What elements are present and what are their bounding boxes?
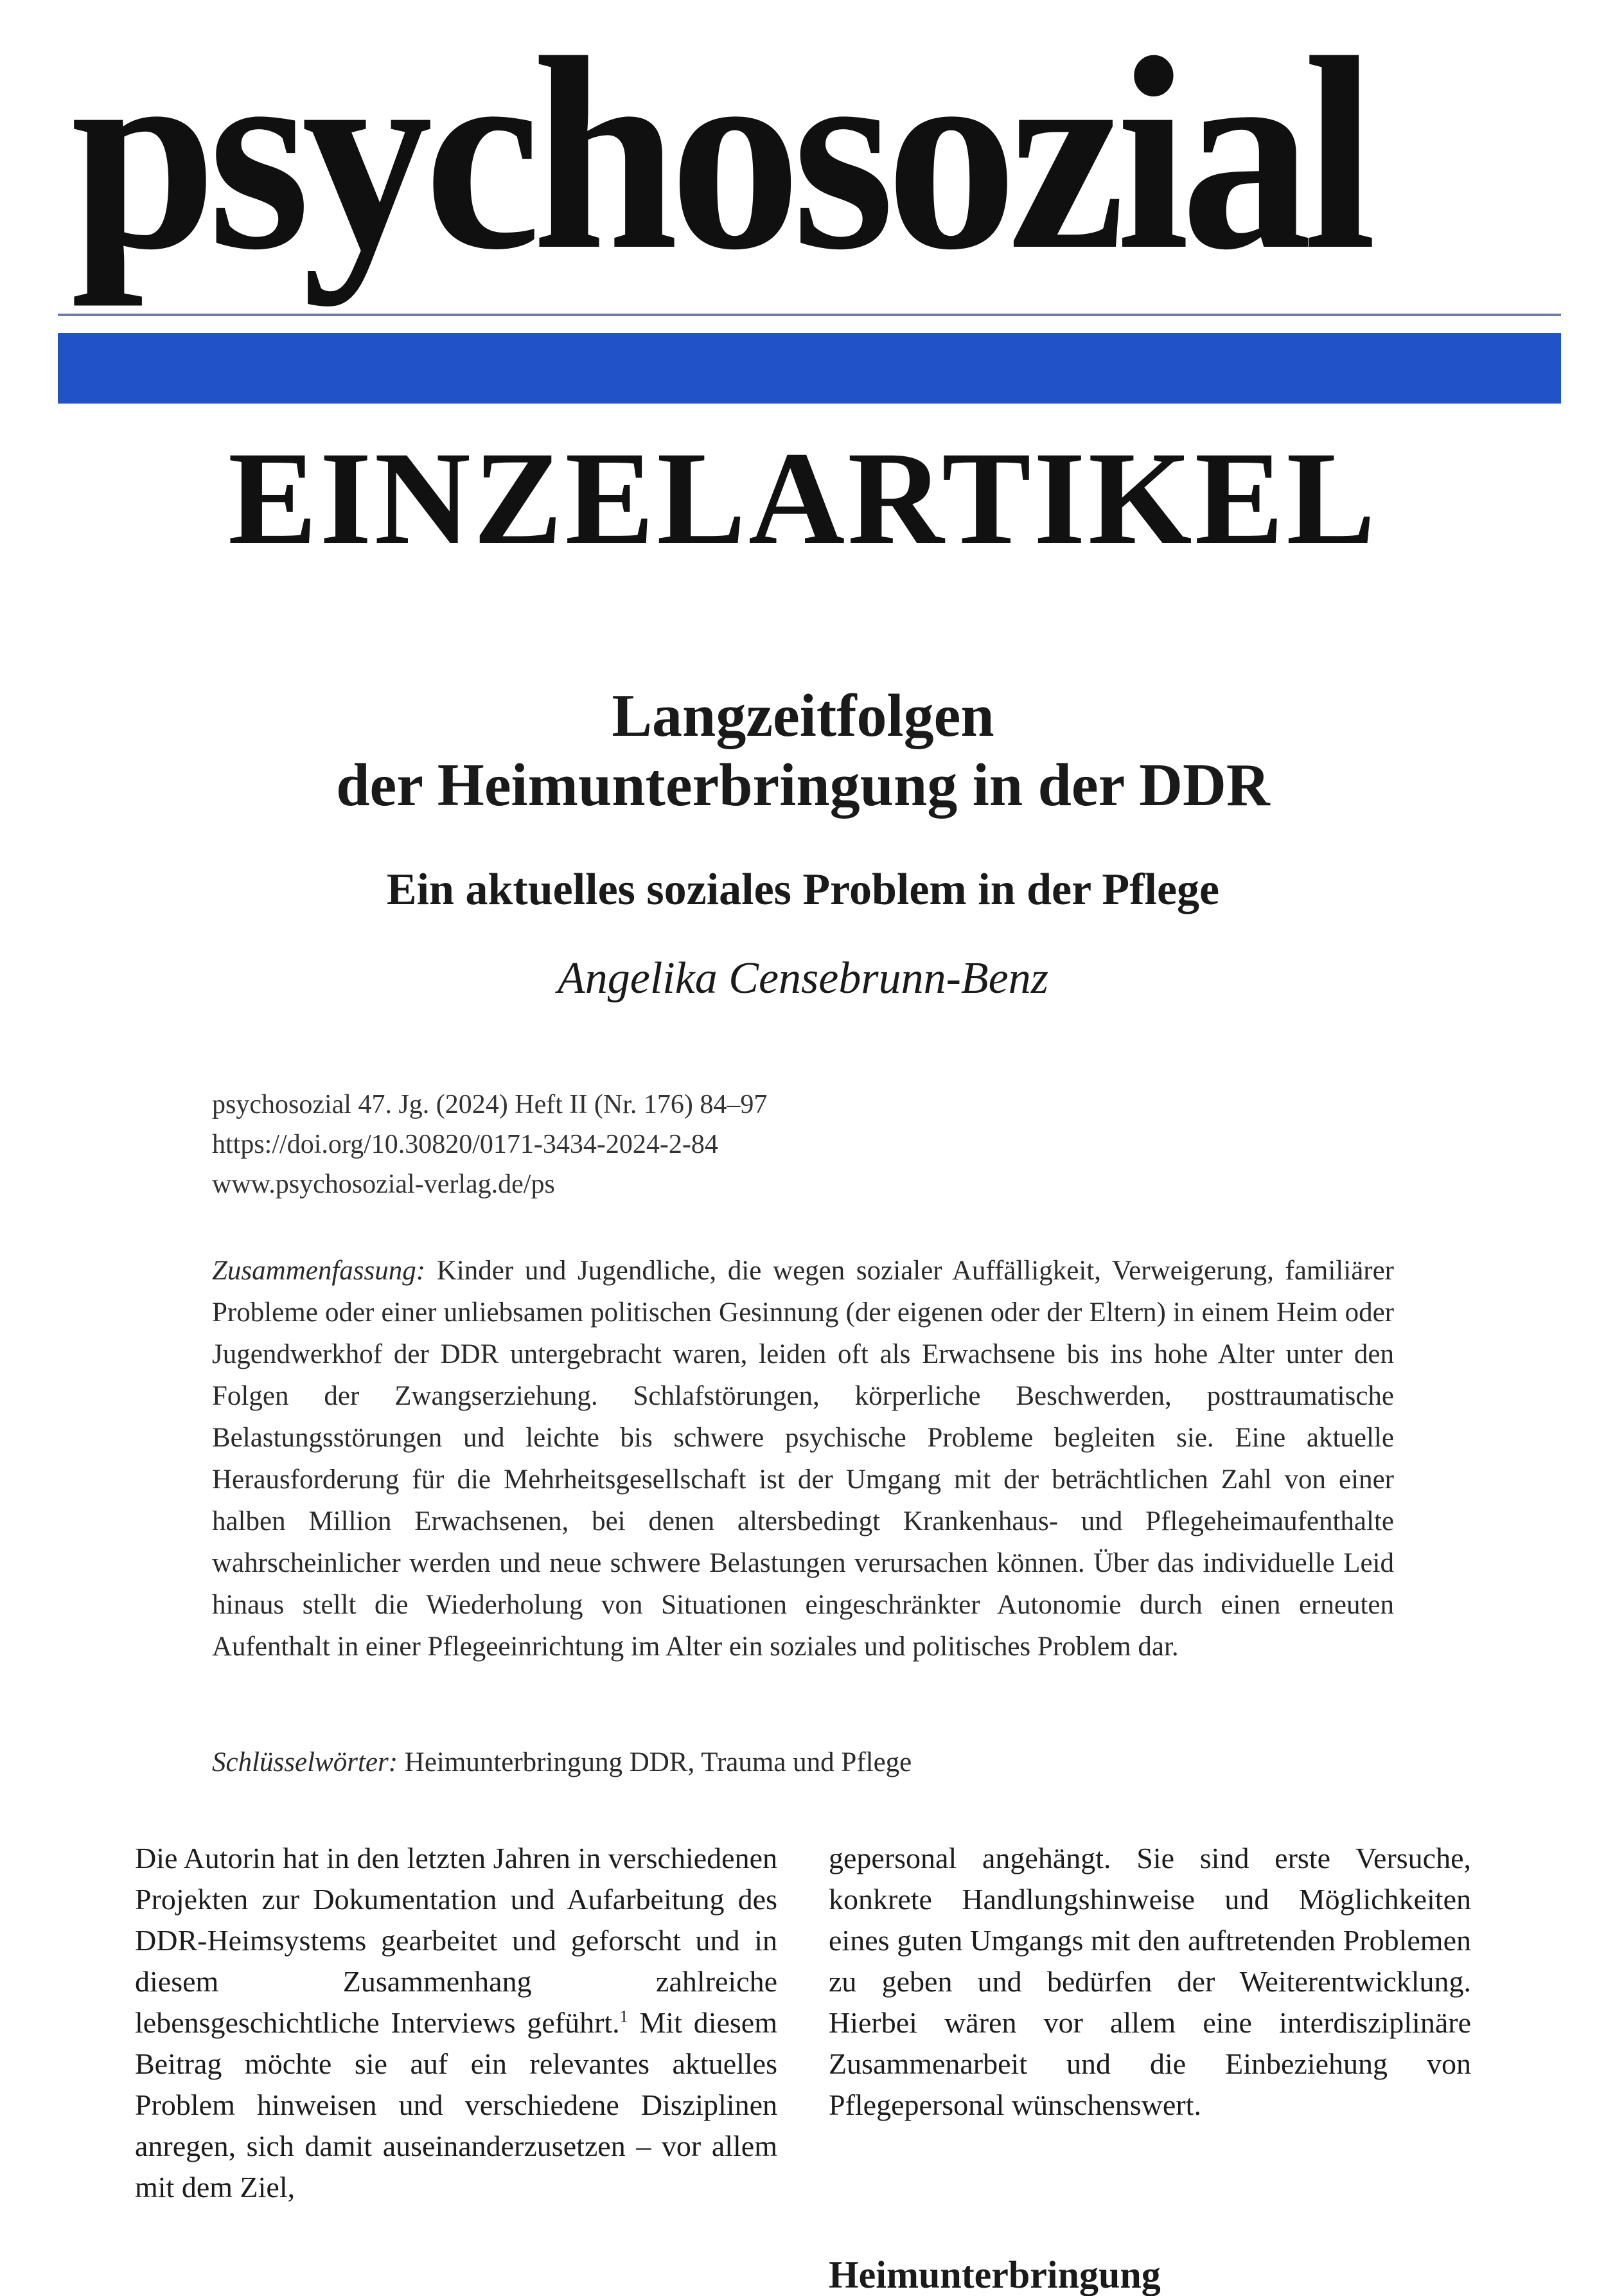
section-heading-cutoff	[829, 2249, 1278, 2296]
meta-doi[interactable]: https://doi.org/10.30820/0171-3434-2024-2-84	[212, 1130, 718, 1159]
keywords	[212, 1741, 1394, 1783]
masthead-blue-bar	[58, 333, 1561, 404]
body-left-text-2: Mit diesem Beitrag möchte sie auf ein relevantes aktuelles Problem hinweisen und verschiedene Disziplinen anregen, sich damit auseinanderzusetzen – vor allem mit dem Ziel,	[135, 2006, 777, 2203]
article-meta	[212, 1085, 1433, 1204]
masthead-rule	[58, 314, 1561, 316]
abstract	[212, 1250, 1394, 1668]
article-subtitle: Ein aktuelles soziales Problem in der Pflege	[386, 865, 1220, 914]
body-right-text: gepersonal angehängt. Sie sind erste Versuche, konkrete Handlungshinweise und Möglichkeiten eines guten Umgangs mit den auftretenden Problemen zu geben und bedürfen der Weiterentwicklung. Hierbei wären vor allem eine interdisziplinäre Zusammenarbeit und die Einbeziehung von Pflegepersonal wünschenswert.	[829, 1842, 1471, 2121]
article-title	[0, 681, 1606, 820]
keywords-text: Heimunterbringung DDR, Trauma und Pflege	[404, 1747, 912, 1777]
meta-website[interactable]: www.psychosozial-verlag.de/ps	[212, 1170, 555, 1199]
section-heading-text: Heimunterbringung	[829, 2254, 1161, 2296]
keywords-label: Schlüsselwörter:	[212, 1747, 398, 1777]
article-title-line-1: Langzeitfolgen	[612, 682, 994, 749]
meta-citation: psychosozial 47. Jg. (2024) Heft II (Nr. 176) 84–97	[212, 1090, 768, 1119]
abstract-text: Kinder und Jugendliche, die wegen sozialer Auffälligkeit, Verweigerung, familiärer Probleme oder einer unliebsamen politischen Gesinnung (der eigenen oder der Eltern) in einem Heim oder Jugendwerkhof der DDR untergebracht waren, leiden oft als Erwachsene bis ins hohe Alter unter den Folgen der Zwangserziehung. Schlafstörungen, körperliche Beschwerden, posttraumatische Belastungsstörungen und leichte bis schwere psychische Probleme begleiten sie. Eine aktuelle Herausforderung für die Mehrheitsgesellschaft ist der Umgang mit der beträchtlichen Zahl von einer halben Million Erwachsenen, bei denen altersbedingt Krankenhaus- und Pflegeheimaufenthalte wahrscheinlicher werden und neue schwere Belastungen verursachen können. Über das individuelle Leid hinaus stellt die Wiederholung von Situationen eingeschränkter Autonomie durch einen erneuten Aufenthalt in einer Pflegeeinrichtung im Alter ein soziales und politisches Problem dar.	[212, 1256, 1395, 1662]
einzelartikel-label: EINZELARTIKEL	[227, 424, 1379, 572]
abstract-label: Zusammenfassung:	[212, 1256, 426, 1286]
body-column-right	[829, 1838, 1471, 2126]
article-title-line-2: der Heimunterbringung in der DDR	[336, 752, 1270, 819]
article-author: Angelika Censebrunn-Benz	[558, 954, 1048, 1003]
masthead-logo: psychosozial	[71, 1, 1368, 307]
footnote-marker[interactable]: 1	[619, 2007, 628, 2026]
body-column-left	[135, 1838, 777, 2208]
body-left-text-1: Die Autorin hat in den letzten Jahren in verschiedenen Projekten zur Dokumentation und Aufarbeitung des DDR-Heimsystems gearbeitet und geforscht und in diesem Zusammenhang zahlreiche lebensgeschichtliche Interviews geführt.	[135, 1842, 777, 2039]
